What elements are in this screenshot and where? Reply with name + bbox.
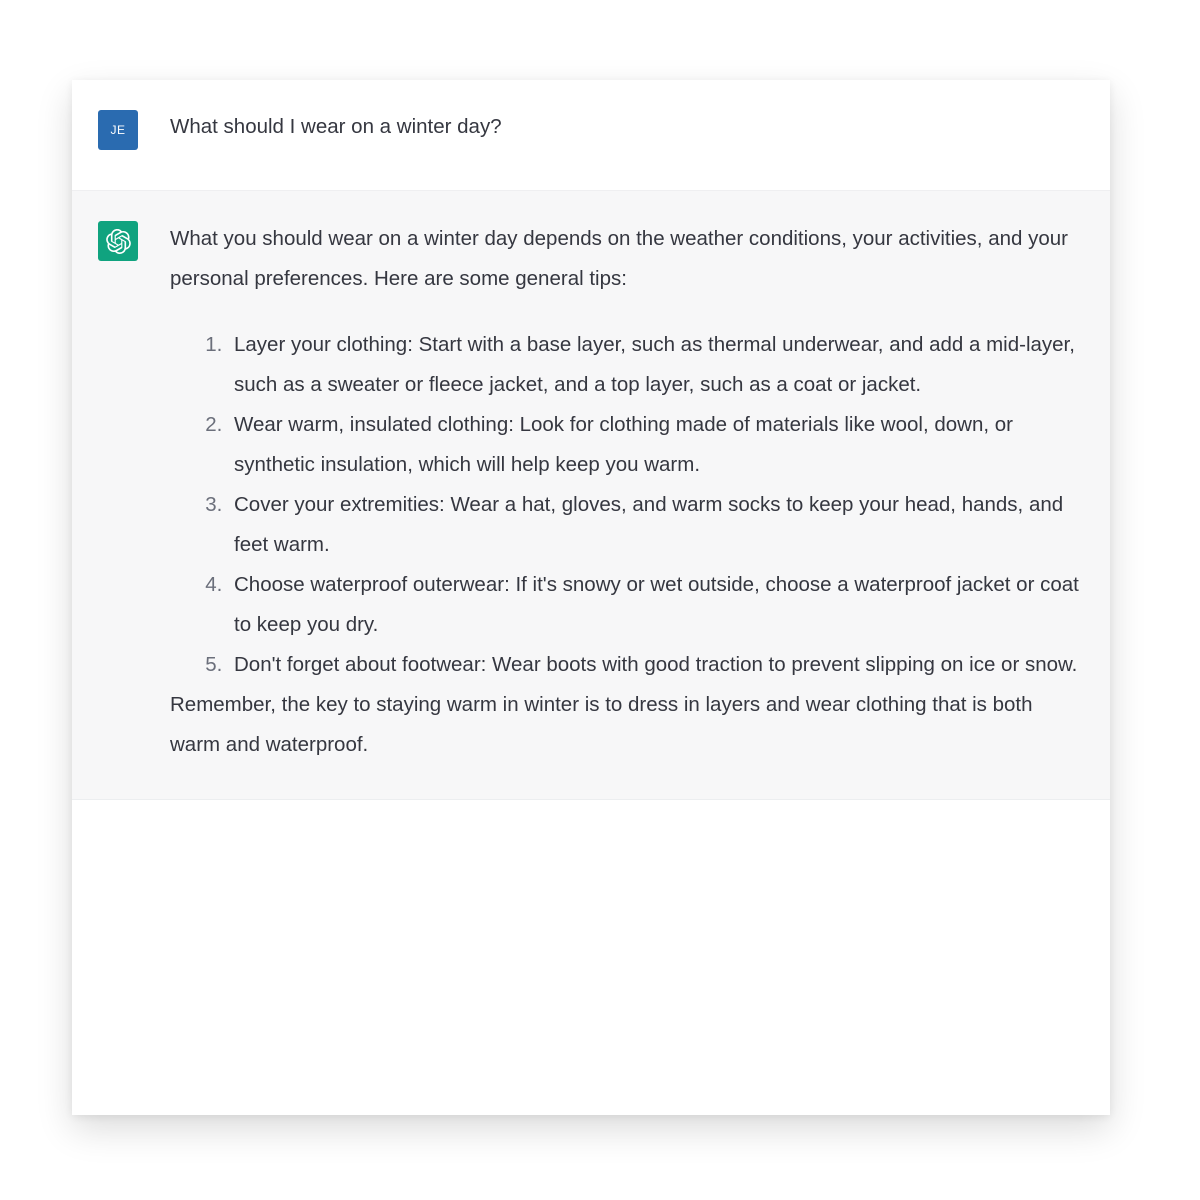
list-item: 5. Don't forget about footwear: Wear boots with good traction to prevent slipping on ice or snow.: [228, 645, 1080, 685]
chat-window: [72, 80, 1110, 1115]
list-item: 1. Layer your clothing: Start with a base layer, such as thermal underwear, and add a mid-layer, such as a sweater or fleece jacket, and a top layer, such as a coat or jacket.: [228, 325, 1080, 405]
assistant-message-body: [170, 219, 1080, 765]
list-item: 2. Wear warm, insulated clothing: Look for clothing made of materials like wool, down, or synthetic insulation, which will help keep you warm.: [228, 405, 1080, 485]
avatar: [98, 110, 138, 150]
user-message-text: What should I wear on a winter day?: [170, 115, 502, 138]
user-message: [72, 80, 1110, 190]
assistant-closing: Remember, the key to staying warm in winter is to dress in layers and wear clothing that is both warm and waterproof.: [170, 693, 1033, 756]
list-item: 4. Choose waterproof outerwear: If it's snowy or wet outside, choose a waterproof jacket or coat to keep you dry.: [228, 565, 1080, 645]
user-message-body: [170, 108, 502, 142]
empty-conversation-area: [72, 800, 1110, 1050]
assistant-message: [72, 190, 1110, 800]
list-item: 3. Cover your extremities: Wear a hat, gloves, and warm socks to keep your head, hands, and feet warm.: [228, 485, 1080, 565]
openai-logo-icon: [98, 221, 138, 261]
tips-list: [170, 325, 1080, 685]
assistant-intro: What you should wear on a winter day depends on the weather conditions, your activities, and your personal preferences. Here are some general tips:: [170, 227, 1068, 290]
avatar-initials: JE: [110, 123, 126, 137]
